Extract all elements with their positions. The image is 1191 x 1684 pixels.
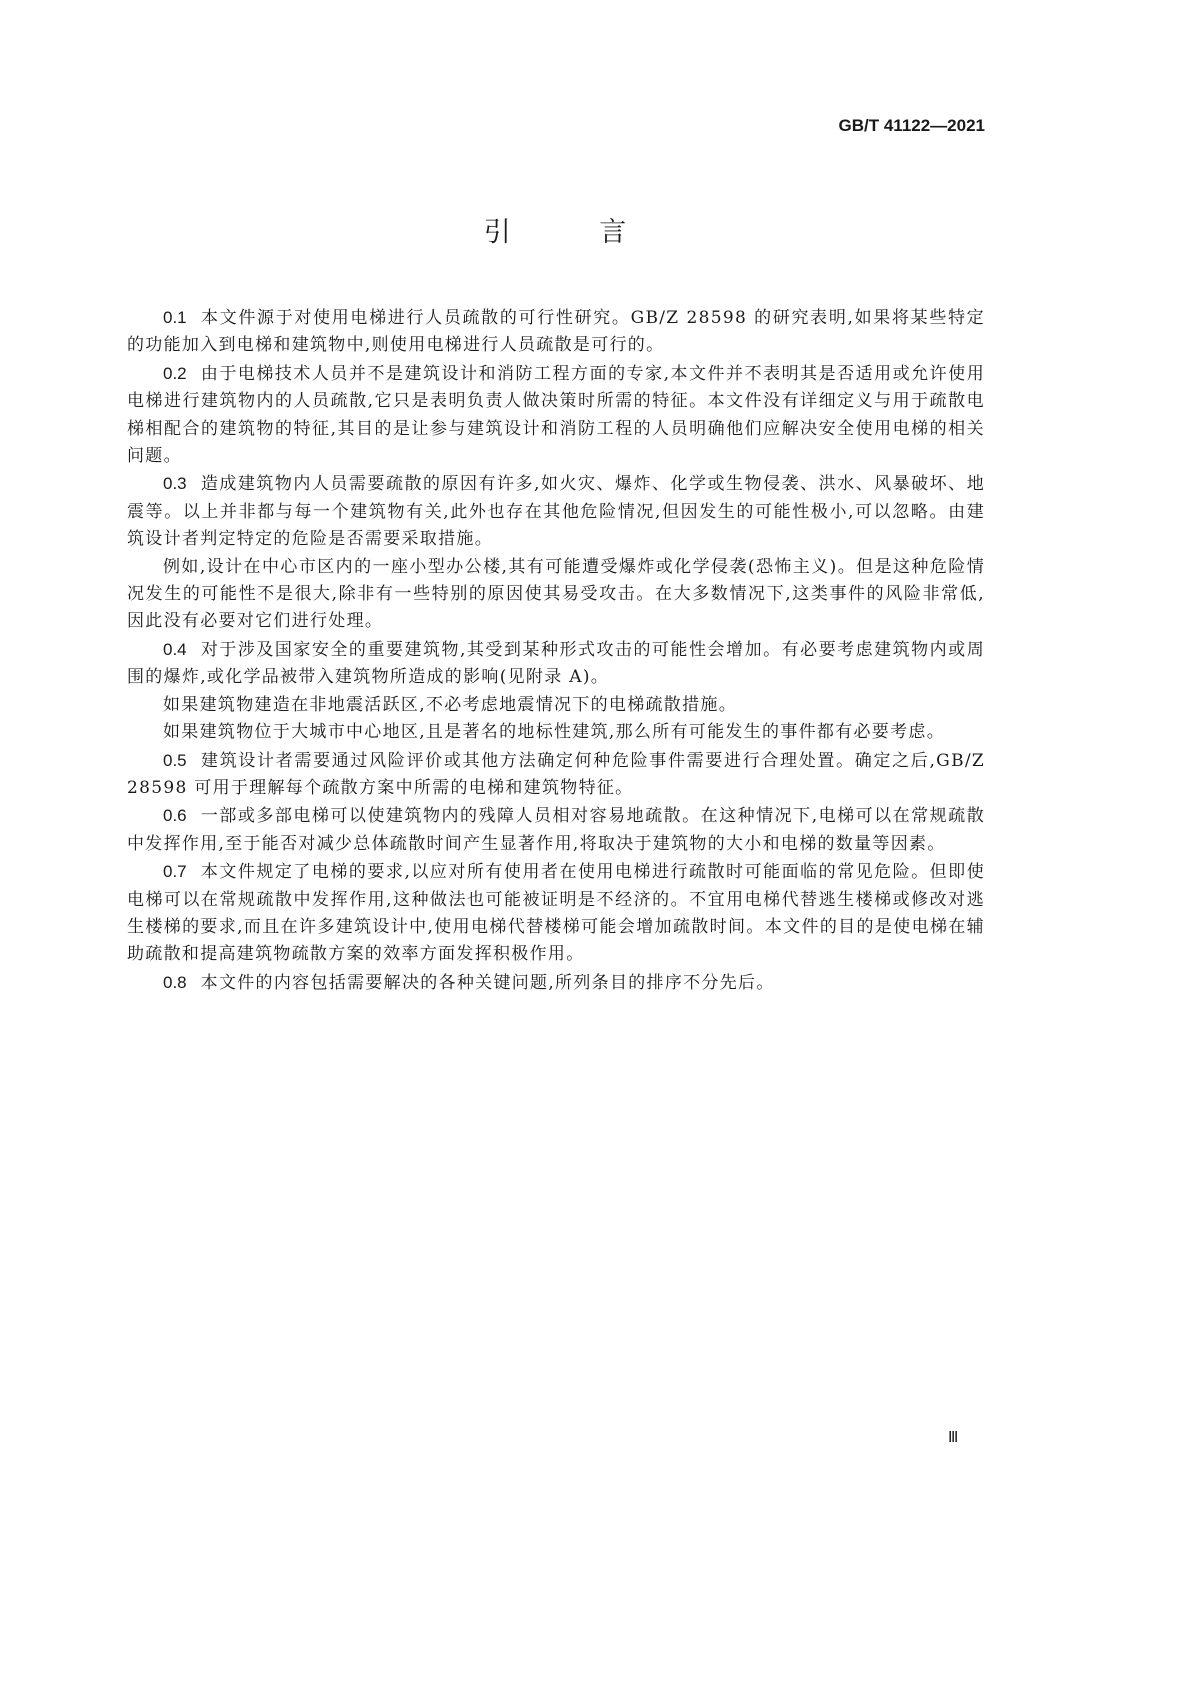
- paragraph-text: 本文件的内容包括需要解决的各种关键问题,所列条目的排序不分先后。: [200, 972, 775, 993]
- page-title: 引 言: [483, 217, 667, 248]
- clause-number: 0.4: [163, 639, 187, 659]
- clause-number: 0.5: [163, 750, 187, 770]
- paragraph-seismic: [127, 692, 985, 719]
- paragraph-text: 本文件源于对使用电梯进行人员疏散的可行性研究。GB/Z 28598 的研究表明,如果将某些特定的功能加入到电梯和建筑物中,则使用电梯进行人员疏散是可行的。: [127, 308, 985, 356]
- paragraph-text: 本文件规定了电梯的要求,以应对所有使用者在使用电梯进行疏散时可能面临的常见危险。但即使电梯可以在常规疏散中发挥作用,这种做法也可能被证明是不经济的。不宜用电梯代替逃生楼梯或修改对逃生楼梯的要求,而且在许多建筑设计中,使用电梯代替楼梯可能会增加疏散时间。本文件的目的是使电梯在辅助疏散和提高建筑物疏散方案的效率方面发挥积极作用。: [127, 862, 985, 965]
- paragraph-text: 一部或多部电梯可以使建筑物内的残障人员相对容易地疏散。在这种情况下,电梯可以在常规疏散中发挥作用,至于能否对减少总体疏散时间产生显著作用,将取决于建筑物的大小和电梯的数量等因素。: [127, 806, 985, 854]
- clause-number: 0.6: [163, 806, 187, 826]
- paragraph-0-5: [127, 747, 985, 803]
- paragraph-0-4: [127, 636, 985, 692]
- paragraph-0-2: [127, 360, 985, 471]
- page-number: Ⅲ: [948, 1430, 959, 1446]
- clause-number: 0.7: [163, 862, 187, 882]
- paragraph-text: 例如,设计在中心市区内的一座小型办公楼,其有可能遭受爆炸或化学侵袭(恐怖主义)。但是这种危险情况发生的可能性不是很大,除非有一些特别的原因使其易受攻击。在大多数情况下,这类事件的风险非常低,因此没有必要对它们进行处理。: [127, 556, 985, 632]
- paragraph-text: 由于电梯技术人员并不是建筑设计和消防工程方面的专家,本文件并不表明其是否适用或允许使用电梯进行建筑物内的人员疏散,它只是表明负责人做决策时所需的特征。本文件没有详细定义与用于疏散电梯相配合的建筑物的特征,其目的是让参与建筑设计和消防工程的人员明确他们应解决安全使用电梯的相关问题。: [127, 363, 985, 467]
- paragraph-text: 对于涉及国家安全的重要建筑物,其受到某种形式攻击的可能性会增加。有必要考虑建筑物内或周围的爆炸,或化学品被带入建筑物所造成的影响(见附录 A)。: [127, 639, 985, 688]
- clause-number: 0.1: [163, 308, 187, 327]
- paragraph-0-3: [127, 470, 985, 553]
- paragraph-0-7: [127, 858, 985, 969]
- paragraph-text: 如果建筑物建造在非地震活跃区,不必考虑地震情况下的电梯疏散措施。: [163, 694, 738, 715]
- paragraph-text: 如果建筑物位于大城市中心地区,且是著名的地标性建筑,那么所有可能发生的事件都有必要考虑。: [163, 722, 946, 743]
- document-body: [127, 304, 985, 997]
- paragraph-0-8: [127, 969, 985, 997]
- paragraph-example: [127, 554, 985, 636]
- paragraph-0-6: [127, 802, 985, 858]
- paragraph-text: 建筑设计者需要通过风险评价或其他方法确定何种危险事件需要进行合理处置。确定之后,GB/Z 28598 可用于理解每个疏散方案中所需的电梯和建筑物特征。: [127, 750, 985, 798]
- clause-number: 0.2: [163, 363, 187, 383]
- paragraph-0-1: [127, 304, 985, 360]
- paragraph-landmark: [127, 719, 985, 746]
- paragraph-text: 造成建筑物内人员需要疏散的原因有许多,如火灾、爆炸、化学或生物侵袭、洪水、风暴破坏、地震等。以上并非都与每一个建筑物有关,此外也存在其他危险情况,但因发生的可能性极小,可以忽略。由建筑设计者判定特定的危险是否需要采取措施。: [127, 474, 985, 550]
- clause-number: 0.8: [163, 972, 187, 992]
- clause-number: 0.3: [163, 474, 187, 494]
- standard-number: GB/T 41122—2021: [838, 116, 985, 135]
